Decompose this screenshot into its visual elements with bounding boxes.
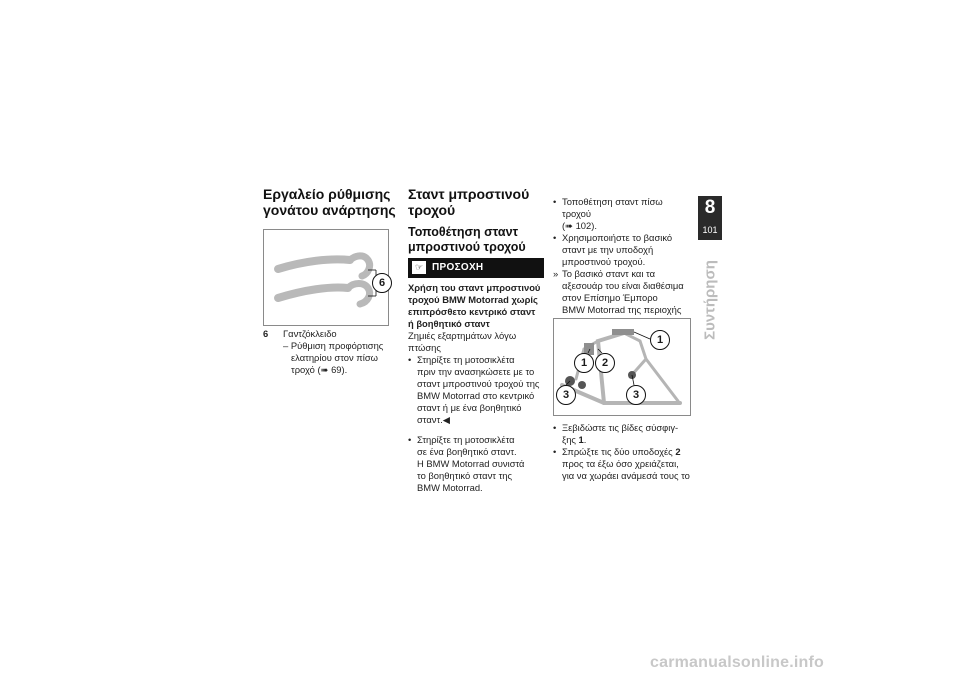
list-item-line: • Χρησιμοποιήστε το βασικό bbox=[562, 232, 673, 243]
subtitle-line: Τοποθέτηση σταντ bbox=[408, 225, 519, 239]
list-item-line: BMW Motorrad στο κεντρικό bbox=[417, 390, 535, 401]
result-line: αξεσουάρ του είναι διαθέσιμα bbox=[562, 280, 684, 291]
warning-body-line: πτώσης bbox=[408, 342, 441, 353]
list-item bbox=[408, 354, 548, 426]
text-run: . bbox=[583, 434, 587, 445]
right-column-top bbox=[553, 196, 693, 328]
text-run: Σπρώξτε τις δύο υποδοχές bbox=[562, 446, 676, 457]
chapter-number: 8 bbox=[704, 197, 716, 218]
warning-body bbox=[408, 330, 548, 354]
reference-number: 1 bbox=[578, 434, 584, 445]
page-number: 101 bbox=[702, 225, 718, 235]
chapter-title: Συντήρηση bbox=[701, 260, 719, 340]
figure-caption bbox=[263, 328, 393, 376]
list-item-line: σε ένα βοηθητικό σταντ. bbox=[417, 446, 517, 457]
result-line: στον Επίσημο Έμπορο bbox=[562, 292, 658, 303]
list-item-line: το βοηθητικό σταντ της bbox=[417, 470, 513, 481]
caution-hand-icon: ☞ bbox=[412, 261, 426, 274]
section-title-tool bbox=[263, 186, 403, 218]
list-item-line bbox=[562, 434, 693, 446]
hook-wrench-figure bbox=[263, 229, 389, 326]
list-item-line: • Στηρίξτε τη μοτοσικλέτα bbox=[417, 354, 515, 365]
list-item-line bbox=[562, 446, 693, 458]
callout-6: 6 bbox=[372, 273, 392, 293]
list-item-line: BMW Motorrad. bbox=[417, 482, 483, 493]
middle-column bbox=[408, 186, 548, 255]
hook-wrench-illustration bbox=[264, 230, 388, 325]
list-item-line: σταντ με την υποδοχή bbox=[562, 244, 654, 255]
caption-title: Γαντζόκλειδο bbox=[283, 328, 337, 339]
list-item bbox=[408, 434, 548, 494]
warning-line: τροχού BMW Motorrad χωρίς bbox=[408, 294, 538, 305]
callout-1: 1 bbox=[574, 353, 594, 373]
title-line: γονάτου ανάρτησης bbox=[263, 202, 396, 218]
warning-line: Χρήση του σταντ μπροστινού bbox=[408, 282, 541, 293]
list-item-line: Η BMW Motorrad συνιστά bbox=[417, 458, 525, 469]
list-item-line: • Τοποθέτηση σταντ πίσω τροχού bbox=[562, 196, 663, 219]
text-run: ξης bbox=[562, 434, 579, 445]
list-item-line: σταντ.◀ bbox=[417, 414, 450, 425]
section-title-stand bbox=[408, 186, 548, 218]
right-column-bottom bbox=[553, 422, 693, 482]
list-item-line: σταντ ή με ένα βοηθητικό bbox=[417, 402, 522, 413]
title-line: τροχού bbox=[408, 202, 456, 218]
list-item bbox=[553, 446, 693, 482]
caption-sub: – Ρύθμιση προφόρτισης bbox=[283, 340, 384, 351]
result-line: » Το βασικό σταντ και τα bbox=[562, 268, 656, 279]
caption-sub: ελατηρίου στον πίσω bbox=[291, 352, 378, 363]
list-item-line: πριν την ανασηκώσετε με το bbox=[417, 366, 535, 377]
warning-line: ή βοηθητικό σταντ bbox=[408, 318, 490, 329]
list-item bbox=[553, 196, 693, 232]
list-item-line: μπροστινού τροχού. bbox=[562, 256, 646, 267]
title-line: Σταντ μπροστινού bbox=[408, 186, 530, 202]
page-link[interactable]: (➠ 102). bbox=[562, 220, 597, 231]
callout-1: 1 bbox=[650, 330, 670, 350]
subsection-title bbox=[408, 225, 548, 255]
front-stand-figure bbox=[553, 318, 691, 416]
warning-body-line: Ζημιές εξαρτημάτων λόγω bbox=[408, 330, 517, 341]
watermark: carmanualsonline.info bbox=[650, 654, 825, 671]
list-item bbox=[553, 422, 693, 446]
caution-label: ΠΡΟΣΟΧΗ bbox=[432, 262, 484, 273]
list-item-line: για να χωράει ανάμεσά τους το bbox=[562, 470, 690, 481]
caption-sub-link[interactable]: τροχό (➠ 69). bbox=[291, 364, 348, 375]
reference-number: 2 bbox=[675, 446, 681, 457]
subtitle-line: μπροστινού τροχού bbox=[408, 240, 526, 254]
title-line: Εργαλείο ρύθμισης bbox=[263, 186, 391, 202]
list-item-line: σταντ μπροστινού τροχού της bbox=[417, 378, 540, 389]
caution-banner bbox=[408, 258, 544, 278]
result-line: BMW Motorrad της περιοχής bbox=[562, 304, 682, 315]
list-item-line: • Στηρίξτε τη μοτοσικλέτα bbox=[417, 434, 515, 445]
warning-heading bbox=[408, 282, 548, 330]
callout-3: 3 bbox=[626, 385, 646, 405]
list-item-line: • Ξεβιδώστε τις βίδες σύσφιγ- bbox=[562, 422, 679, 433]
caption-number: 6 bbox=[263, 328, 269, 339]
list-item-line: προς τα έξω όσο χρειάζεται, bbox=[562, 458, 679, 469]
warning-line: επιπρόσθετο κεντρικό σταντ bbox=[408, 306, 536, 317]
callout-3: 3 bbox=[556, 385, 576, 405]
list-item bbox=[553, 232, 693, 268]
caution-text bbox=[408, 282, 548, 494]
callout-2: 2 bbox=[595, 353, 615, 373]
